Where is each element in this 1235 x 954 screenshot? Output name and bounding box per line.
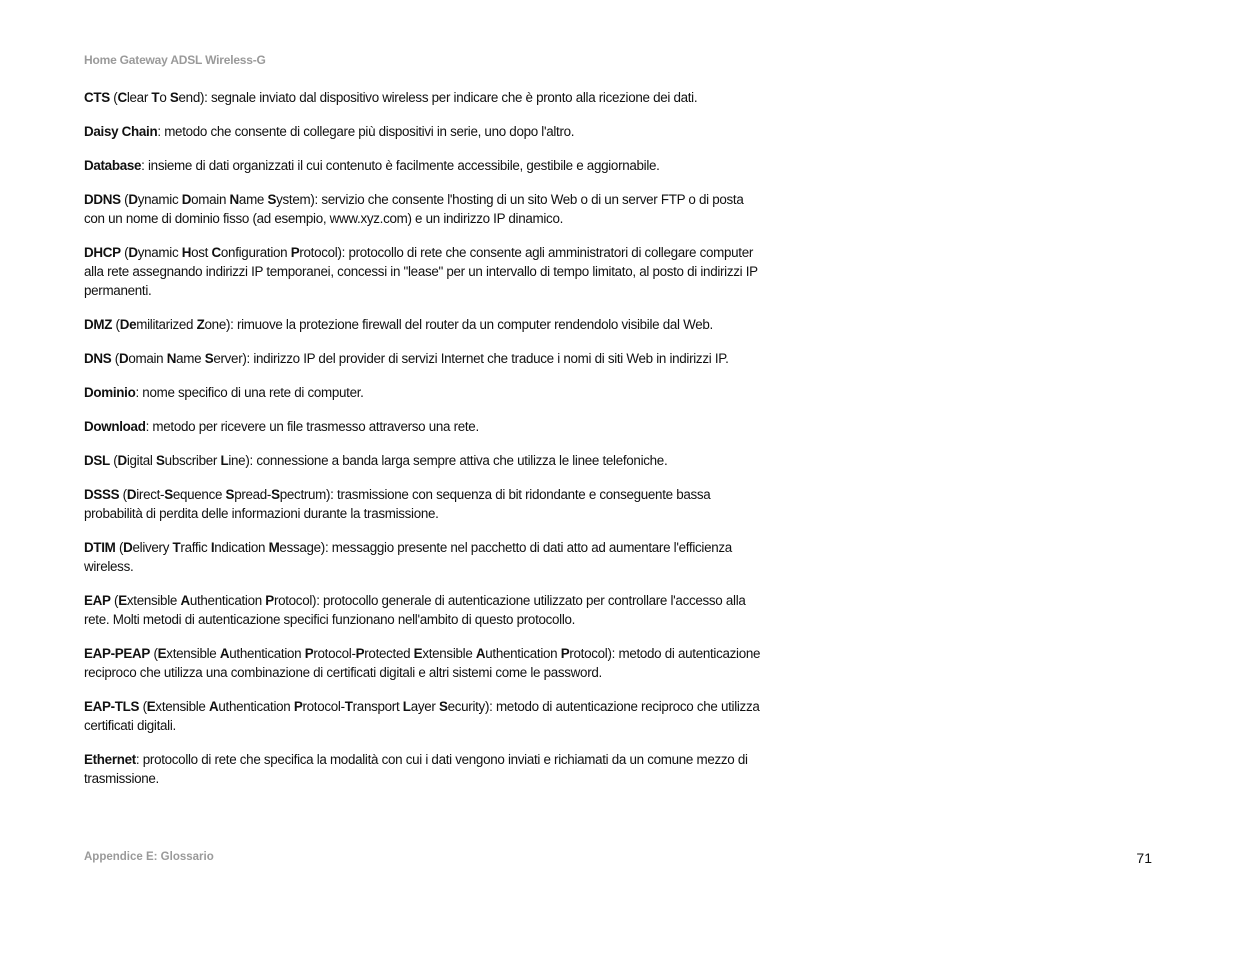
- acronym-letter: T: [172, 540, 181, 555]
- glossary-entry: [84, 417, 764, 436]
- definition-text: (: [109, 453, 118, 468]
- acronym-letter: E: [413, 646, 423, 661]
- definition-text: (: [111, 351, 119, 366]
- acronym-letter: D: [123, 540, 133, 555]
- definition-text: ynamic: [137, 192, 182, 207]
- glossary-entry: [84, 538, 764, 576]
- acronym-letter: H: [181, 245, 192, 260]
- acronym-letter: E: [118, 593, 127, 608]
- definition-text: lear: [126, 90, 152, 105]
- acronym-letter: L: [402, 699, 411, 714]
- acronym-letter: D: [118, 351, 129, 366]
- definition-text: : nome specifico di una rete di computer.: [135, 385, 364, 400]
- glossary-term: DHCP: [84, 245, 121, 260]
- definition-text: (: [139, 699, 147, 714]
- definition-text: ost: [191, 245, 212, 260]
- definition-text: erver): indirizzo IP del provider di servizi Internet che traduce i nomi di siti Web in indirizzi IP.: [213, 351, 729, 366]
- definition-text: ubscriber: [164, 453, 221, 468]
- glossary-term: Database: [84, 158, 142, 173]
- definition-text: (: [115, 540, 124, 555]
- glossary-entry: [84, 644, 764, 682]
- definition-text: pectrum): trasmissione con sequenza di bit ridondante e conseguente bassa probabilità di perdita delle informazioni durante la trasmissione.: [84, 487, 711, 521]
- glossary-entry: [84, 485, 764, 523]
- acronym-letter: P: [355, 646, 365, 661]
- glossary-term: Dominio: [84, 385, 136, 400]
- acronym-letter: P: [304, 646, 314, 661]
- acronym-letter: N: [229, 192, 239, 207]
- glossary-entry: [84, 156, 764, 175]
- definition-text: (: [120, 192, 129, 207]
- definition-text: end): segnale inviato dal dispositivo wireless per indicare che è pronto alla ricezione dei dati.: [178, 90, 698, 105]
- glossary-entry: [84, 697, 764, 735]
- glossary-term: DTIM: [84, 540, 116, 555]
- definition-text: rotected: [364, 646, 414, 661]
- glossary-term: CTS: [84, 90, 110, 105]
- definition-text: uthentication: [189, 593, 266, 608]
- definition-text: raffic: [180, 540, 211, 555]
- glossary-term: DMZ: [84, 317, 113, 332]
- glossary-entry: [84, 190, 764, 228]
- definition-text: rotocol): protocollo generale di autenticazione utilizzato per controllare l'accesso alla rete. Molti metodi di autenticazione specifici funzionano nell'ambito di questo protocollo.: [84, 593, 746, 627]
- definition-text: : protocollo di rete che specifica la modalità con cui i dati vengono inviati e richiamati da un comune mezzo di trasmissione.: [84, 752, 748, 786]
- definition-text: essage): messaggio presente nel pacchetto di dati atto ad aumentare l'efficienza wireless.: [84, 540, 732, 574]
- acronym-letter: S: [204, 351, 214, 366]
- glossary-term: EAP-TLS: [84, 699, 140, 714]
- definition-text: o: [159, 90, 170, 105]
- definition-text: (: [120, 245, 129, 260]
- definition-text: pread-: [234, 487, 272, 502]
- acronym-letter: S: [169, 90, 179, 105]
- definition-text: ame: [238, 192, 268, 207]
- acronym-letter: D: [181, 192, 192, 207]
- glossary-term: DSL: [84, 453, 110, 468]
- acronym-letter: S: [271, 487, 280, 502]
- definition-text: (: [110, 593, 119, 608]
- definition-text: ynamic: [137, 245, 182, 260]
- glossary-term: DSSS: [84, 487, 120, 502]
- definition-text: irect-: [136, 487, 165, 502]
- definition-text: ecurity): metodo di autenticazione reciproco che utilizza certificati digitali.: [84, 699, 760, 733]
- definition-text: militarized: [136, 317, 197, 332]
- definition-text: rotocol-: [313, 646, 356, 661]
- acronym-letter: D: [126, 487, 137, 502]
- glossary-term: DDNS: [84, 192, 121, 207]
- glossary-term: EAP-PEAP: [84, 646, 151, 661]
- acronym-letter: L: [220, 453, 229, 468]
- glossary-entry: [84, 349, 764, 368]
- definition-text: rotocol-: [302, 699, 345, 714]
- acronym-letter: P: [265, 593, 274, 608]
- definition-text: ystem): servizio che consente l'hosting di un sito Web o di un server FTP o di posta con un nome di dominio fisso (ad esempio, www.xyz.com) e un indirizzo IP dinamico.: [84, 192, 744, 226]
- definition-text: onfiguration: [220, 245, 291, 260]
- acronym-letter: A: [209, 699, 219, 714]
- definition-text: igital: [126, 453, 157, 468]
- glossary-term: Download: [84, 419, 146, 434]
- definition-text: xtensible: [422, 646, 476, 661]
- acronym-letter: E: [157, 646, 167, 661]
- glossary-term: EAP: [84, 593, 111, 608]
- acronym-letter: D: [128, 192, 138, 207]
- definition-text: (: [150, 646, 158, 661]
- definition-text: ndication: [214, 540, 269, 555]
- definition-text: uthentication: [485, 646, 561, 661]
- acronym-letter: M: [268, 540, 280, 555]
- acronym-letter: S: [225, 487, 235, 502]
- definition-text: elivery: [132, 540, 173, 555]
- glossary-term: Daisy Chain: [84, 124, 158, 139]
- glossary-entry: [84, 243, 764, 300]
- glossary-entry: [84, 451, 764, 470]
- definition-text: (: [119, 487, 127, 502]
- acronym-letter: C: [211, 245, 221, 260]
- acronym-letter: N: [166, 351, 177, 366]
- definition-text: ame: [176, 351, 205, 366]
- definition-text: ransport: [352, 699, 403, 714]
- definition-text: ine): connessione a banda larga sempre attiva che utilizza le linee telefoniche.: [228, 453, 668, 468]
- glossary-entry: [84, 88, 764, 107]
- definition-text: equence: [172, 487, 226, 502]
- definition-text: (: [109, 90, 118, 105]
- definition-text: : metodo per ricevere un file trasmesso attraverso una rete.: [145, 419, 479, 434]
- glossary-list: [84, 88, 764, 803]
- acronym-letter: P: [290, 245, 300, 260]
- acronym-letter: T: [344, 699, 353, 714]
- acronym-letter: D: [128, 245, 138, 260]
- acronym-letter: S: [438, 699, 448, 714]
- acronym-letter: D: [117, 453, 127, 468]
- footer-section-title: Appendice E: Glossario: [84, 851, 214, 863]
- glossary-entry: [84, 750, 764, 788]
- glossary-entry: [84, 591, 764, 629]
- acronym-letter: De: [119, 317, 137, 332]
- acronym-letter: A: [475, 646, 486, 661]
- definition-text: rotocol): metodo di autenticazione reciproco che utilizza una combinazione di certificati digitali e altri sistemi come le password.: [84, 646, 761, 680]
- definition-text: ayer: [410, 699, 439, 714]
- definition-text: rotocol): protocollo di rete che consente agli amministratori di collegare computer alla rete assegnando indirizzi IP temporanei, concessi in "lease" per un intervallo di tempo limitato, al posto di indirizzi IP permanenti.: [84, 245, 758, 298]
- acronym-letter: P: [560, 646, 570, 661]
- definition-text: : metodo che consente di collegare più dispositivi in serie, uno dopo l'altro.: [157, 124, 575, 139]
- acronym-letter: T: [151, 90, 160, 105]
- definition-text: one): rimuove la protezione firewall del router da un computer rendendolo visibile dal Web.: [204, 317, 713, 332]
- definition-text: (: [112, 317, 120, 332]
- definition-text: omain: [191, 192, 230, 207]
- acronym-letter: A: [180, 593, 190, 608]
- running-header: Home Gateway ADSL Wireless-G: [84, 53, 266, 67]
- acronym-letter: I: [210, 540, 215, 555]
- glossary-term: Ethernet: [84, 752, 136, 767]
- definition-text: xtensible: [155, 699, 209, 714]
- glossary-term: DNS: [84, 351, 112, 366]
- acronym-letter: S: [156, 453, 165, 468]
- acronym-letter: P: [293, 699, 303, 714]
- definition-text: xtensible: [126, 593, 181, 608]
- glossary-entry: [84, 122, 764, 141]
- glossary-entry: [84, 383, 764, 402]
- acronym-letter: C: [117, 90, 127, 105]
- acronym-letter: A: [219, 646, 230, 661]
- definition-text: xtensible: [166, 646, 220, 661]
- glossary-entry: [84, 315, 764, 334]
- definition-text: uthentication: [229, 646, 305, 661]
- acronym-letter: Z: [196, 317, 205, 332]
- acronym-letter: S: [267, 192, 277, 207]
- definition-text: uthentication: [218, 699, 294, 714]
- acronym-letter: E: [146, 699, 156, 714]
- acronym-letter: S: [164, 487, 173, 502]
- definition-text: : insieme di dati organizzati il cui contenuto è facilmente accessibile, gestibile e aggiornabile.: [141, 158, 660, 173]
- definition-text: omain: [128, 351, 167, 366]
- page-number: 71: [1136, 850, 1152, 866]
